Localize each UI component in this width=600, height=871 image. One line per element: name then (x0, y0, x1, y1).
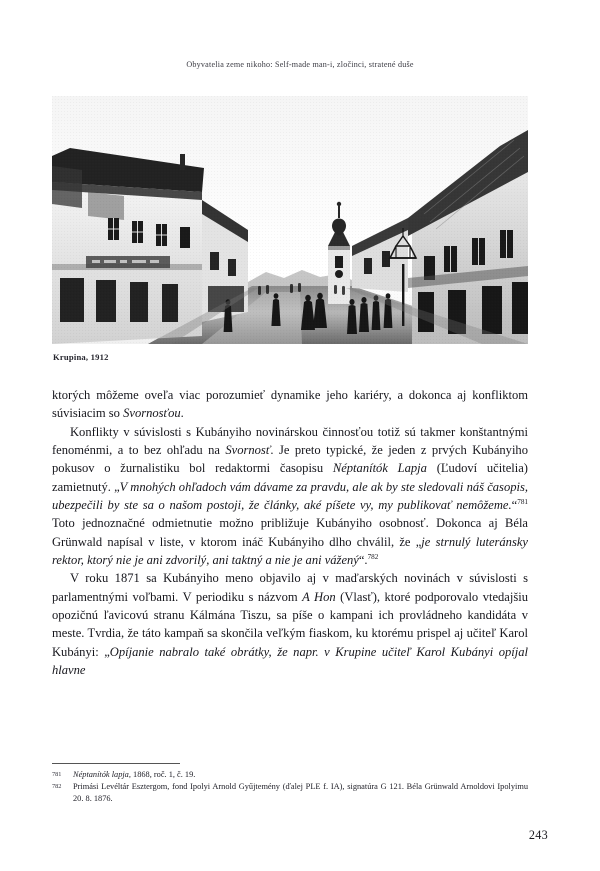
italic-run: Néptanítók lapja (73, 770, 129, 779)
page-number: 243 (528, 828, 548, 842)
text-run: . (180, 406, 184, 421)
footnote-reference[interactable]: 782 (367, 553, 379, 562)
text-run: V roku 1871 sa Kubányiho meno objavilo aj v maďarských novinách v súvislosti s parlamentnými voľbami. V periodiku s názvom (52, 571, 528, 604)
footnote-separator-rule (52, 763, 180, 764)
figure-krupina-1912 (52, 96, 528, 344)
italic-run: Néptanítók Lapja (332, 461, 427, 476)
body-text-column (52, 386, 528, 680)
italic-run: V mnohých ohľadoch vám dávame za pravdu, ale ak by ste sledovali náš časopis, ubezpečili by ste sa o našom postoji, že články, aké píšete vy, my publikovať nemôžeme. (52, 479, 528, 513)
running-head: Obyvatelia zeme nikoho: Self-made man-i, zločinci, stratené duše (186, 60, 414, 69)
historic-street-photograph (52, 96, 528, 344)
italic-run: Svornosť (225, 443, 271, 458)
text-run: (Vlasť), ktoré podporovalo vtedajšiu opozičnú ľavicovú stranu Kálmána Tiszu, sa píše o kampani ich provládneho kandidáta v meste. Tvrdia, že táto kampaň sa skončila veľkým fiaskom, ku ktorému prispel aj učiteľ Karol Kubányi: „ (52, 589, 528, 659)
footnote-number: 782 (52, 782, 62, 790)
figure-caption: Krupina, 1912 (53, 352, 109, 362)
footnote-number: 781 (52, 770, 62, 778)
body-paragraph (52, 569, 528, 679)
footnote-list (52, 769, 528, 805)
italic-run: Svornosťou (123, 406, 181, 421)
text-run: “. (358, 553, 368, 568)
italic-run: A Hon (302, 589, 336, 604)
text-run: Konflikty v súvislosti s Kubányiho novinárskou činnosťou totiž sú takmer konštantnými fenoménmi, a to bez ohľadu na (52, 424, 528, 458)
footnote-reference[interactable]: 781 (517, 498, 528, 507)
text-run: , 1868, roč. 1, č. 19. (128, 770, 196, 779)
body-paragraph (52, 423, 528, 570)
body-paragraph (52, 386, 528, 423)
text-run: “ (511, 498, 518, 513)
text-run: (Ľudoví učitelia) zamietnutý. „ (52, 461, 528, 494)
text-run: Toto jednoznačné odmietnutie možno približuje Kubányiho osobnosť. Dokonca aj Béla Grünwald napísal v liste, v ktorom ináč Kubányiho dlho chválil, že „ (52, 516, 528, 549)
footnote-item (52, 781, 528, 804)
italic-run: Opíjanie nabralo také obrátky, že napr. v Krupine učiteľ Karol Kubányi opíjal hlavne (52, 644, 528, 678)
text-run: . Je preto typické, že jeden z prvých Kubányiho pokusov o žurnalistiku bol redaktormi časopisu (52, 443, 528, 476)
italic-run: je strnulý luteránsky rektor, ktorý nie je ani zdvorilý, ani taktný a nie je ani vážený (52, 534, 528, 568)
footnote-item (52, 769, 528, 781)
text-run: Primási Levéltár Esztergom, fond Ipolyi Arnold Gyűjtemény (ďalej PLE f. IA), signatúra G 121. Béla Grünwald Arnoldovi Ipolyimu 20. 8. 1876. (73, 782, 528, 803)
text-run: ktorých môžeme oveľa viac porozumieť dynamike jeho kariéry, a dokonca aj konfliktom súvisiacim so (52, 388, 528, 421)
